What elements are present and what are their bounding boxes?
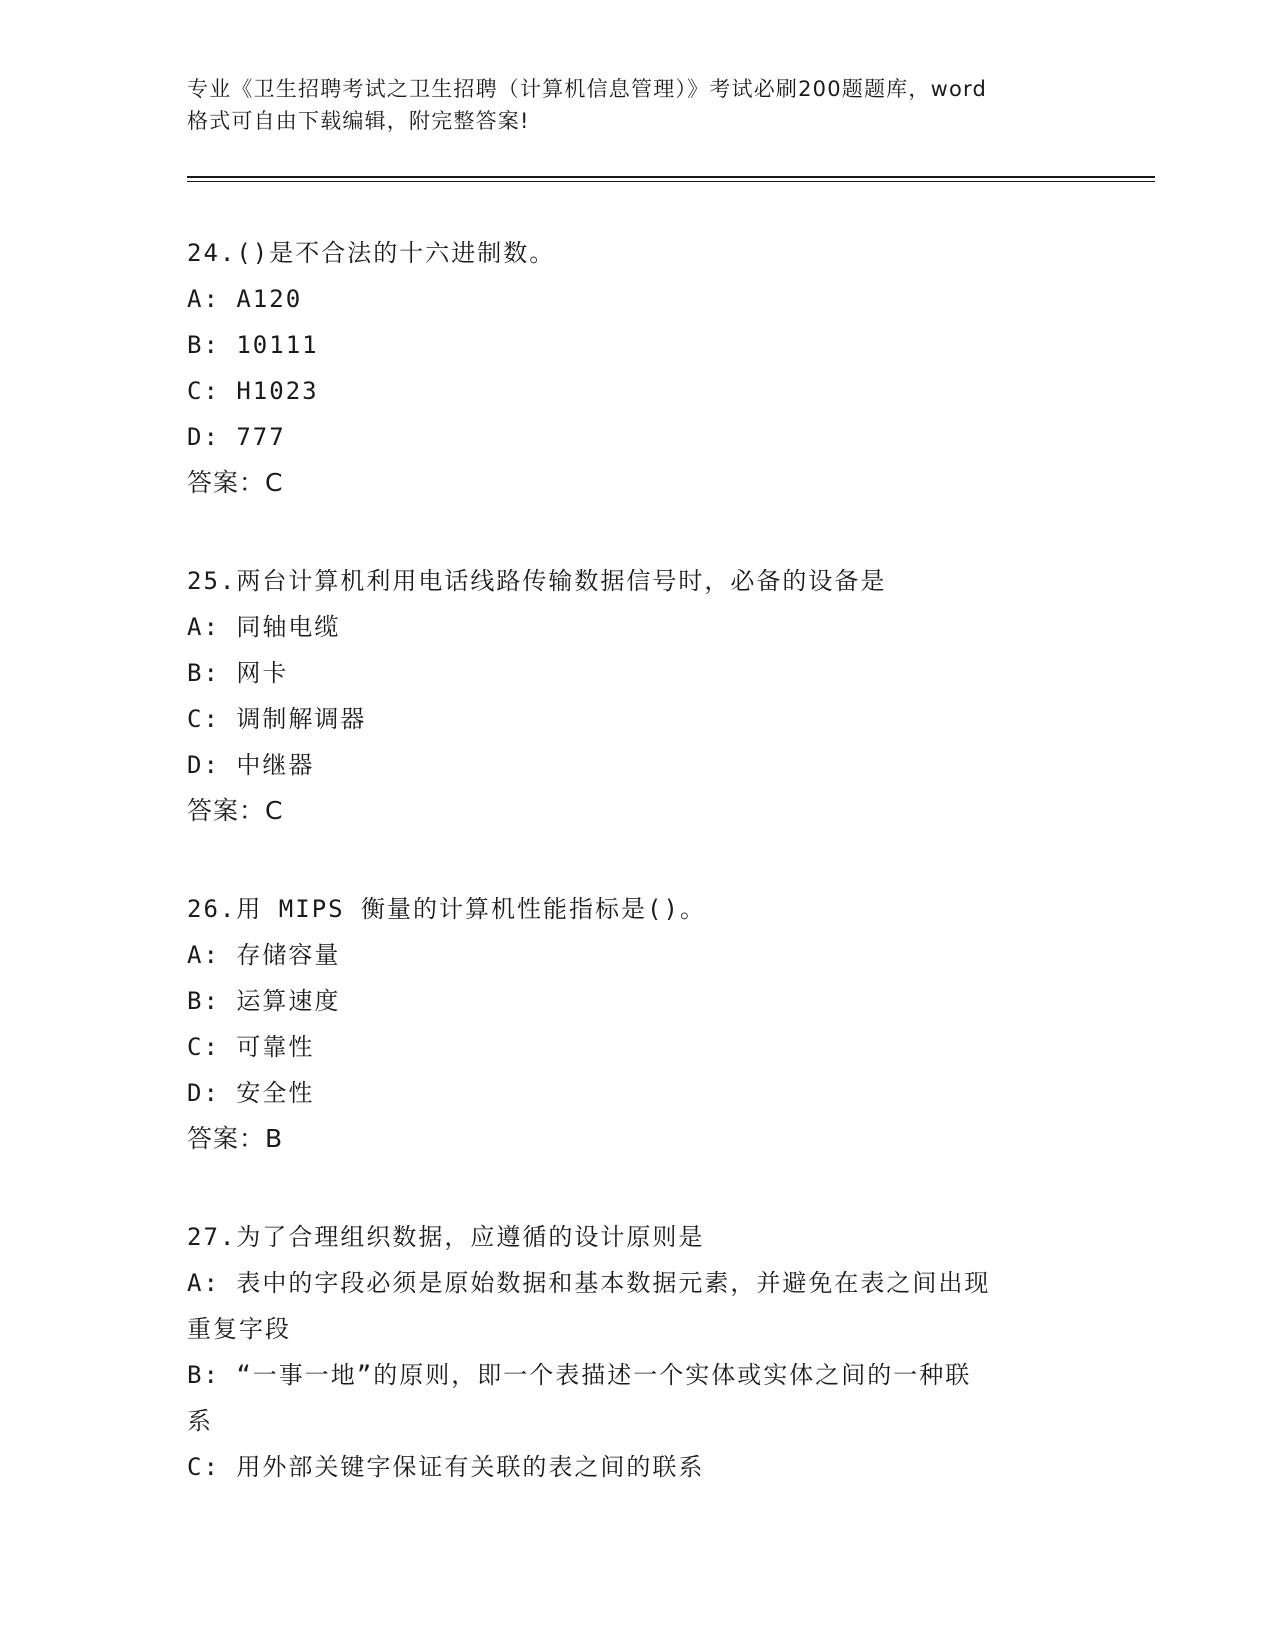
question-27: [187, 1214, 1087, 1490]
option-c: C: 用外部关键字保证有关联的表之间的联系: [187, 1453, 705, 1481]
header-line-2: 格式可自由下载编辑，附完整答案!: [187, 109, 530, 133]
option-b: B: 运算速度: [187, 987, 341, 1015]
header-line-1: 专业《卫生招聘考试之卫生招聘（计算机信息管理）》考试必刷200题题库，word: [187, 77, 987, 101]
question-stem: 27.为了合理组织数据，应遵循的设计原则是: [187, 1223, 705, 1251]
option-c: C: 可靠性: [187, 1033, 315, 1061]
option-c: C: 调制解调器: [187, 705, 367, 733]
option-a: A: 同轴电缆: [187, 613, 341, 641]
option-b-continued: 系: [187, 1407, 213, 1435]
header-divider-thick: [187, 176, 1155, 178]
question-24: [187, 230, 1087, 506]
option-d: D: 777: [187, 423, 286, 451]
option-d: D: 安全性: [187, 1079, 315, 1107]
option-b: B: “一事一地”的原则，即一个表描述一个实体或实体之间的一种联: [187, 1361, 972, 1389]
question-stem: 24.()是不合法的十六进制数。: [187, 239, 556, 267]
question-25: [187, 558, 1087, 834]
option-a: A: 存储容量: [187, 941, 341, 969]
option-c: C: H1023: [187, 377, 319, 405]
answer-line: 答案：B: [187, 1124, 284, 1153]
answer-line: 答案：C: [187, 468, 284, 497]
answer-line: 答案：C: [187, 796, 284, 825]
header-divider-thin: [187, 181, 1155, 182]
option-b: B: 网卡: [187, 659, 289, 687]
option-a: A: 表中的字段必须是原始数据和基本数据元素，并避免在表之间出现: [187, 1269, 991, 1297]
document-header: [187, 73, 1087, 137]
question-stem: 26.用 MIPS 衡量的计算机性能指标是()。: [187, 895, 706, 923]
question-stem: 25.两台计算机利用电话线路传输数据信号时，必备的设备是: [187, 567, 887, 595]
question-26: [187, 886, 1087, 1162]
option-a: A: A120: [187, 285, 303, 313]
option-d: D: 中继器: [187, 751, 315, 779]
option-a-continued: 重复字段: [187, 1315, 291, 1343]
question-list: [187, 230, 1087, 1542]
option-b: B: 10111: [187, 331, 319, 359]
